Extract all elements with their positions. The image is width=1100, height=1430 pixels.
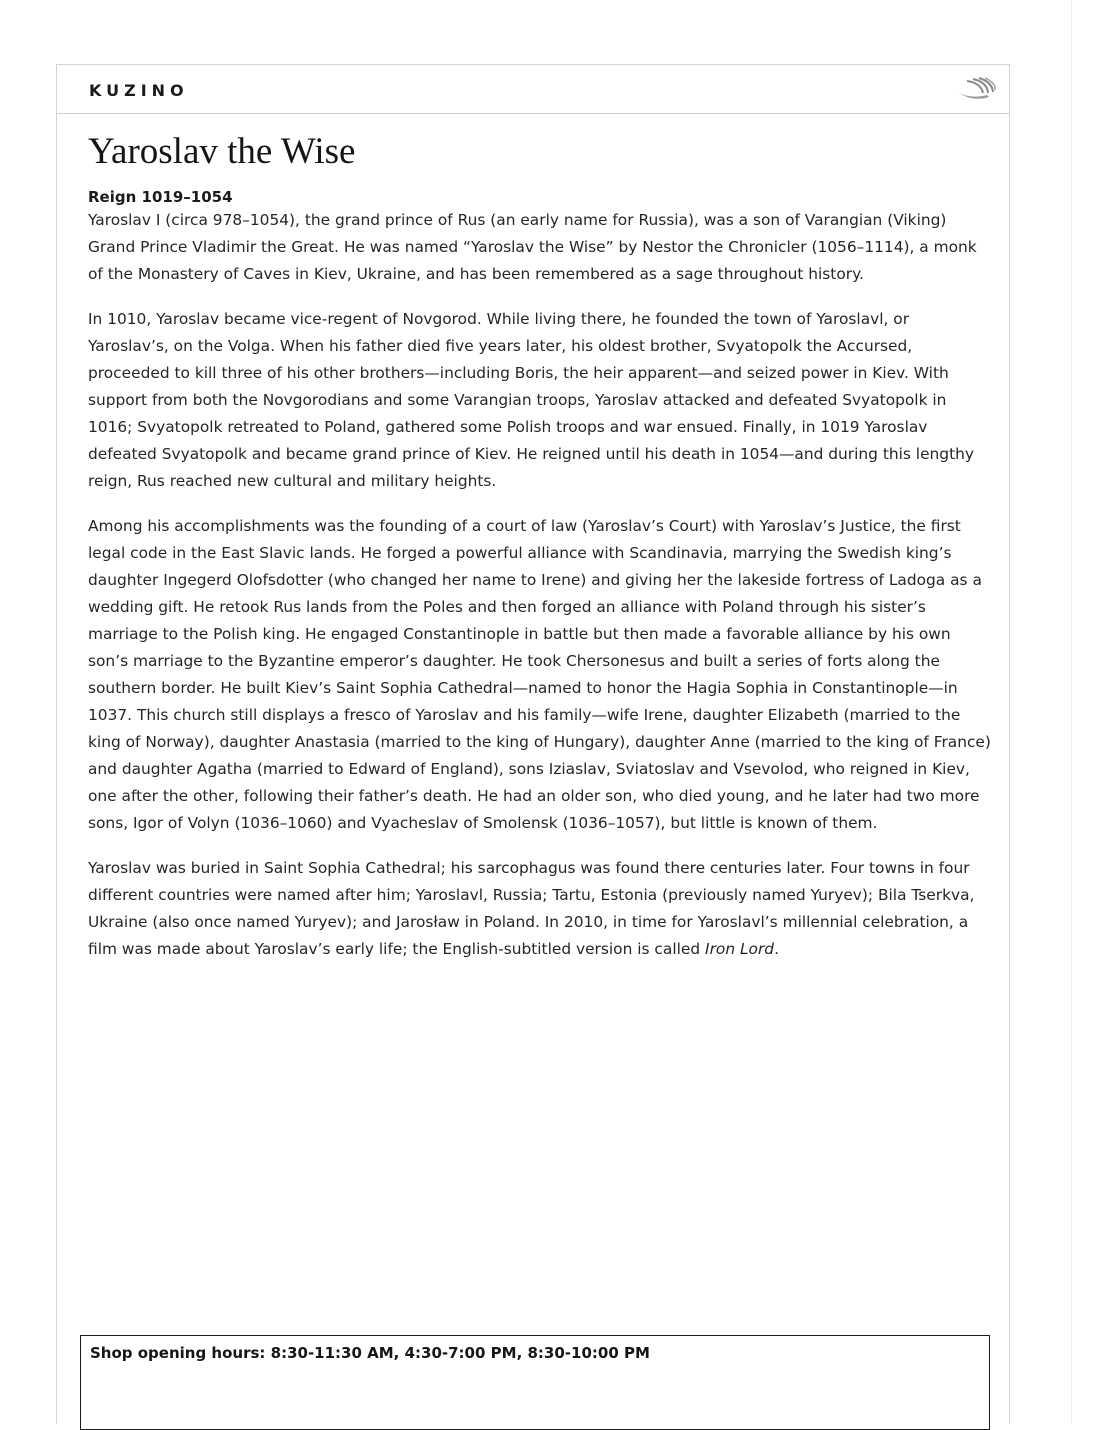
legacy-text: Yaroslav was buried in Saint Sophia Cathedral; his sarcophagus was found there centuries later. Four towns in four different countries were named after him; Yaroslavl, Russia; Tartu, Estonia (previously named Yuryev); Bila Tserkva, Ukraine (also once named Yuryev); and Jarosław in Poland. In 2010, in time for Yaroslavl’s millennial celebration, a film was made about Yaroslav’s early life; the English-subtitled version is called bbox=[88, 859, 975, 958]
paragraph-legacy bbox=[88, 855, 994, 963]
reign-subtitle: Reign 1019–1054 bbox=[88, 188, 233, 206]
shop-hours-text: Shop opening hours: 8:30-11:30 AM, 4:30-7:00 PM, 8:30-10:00 PM bbox=[90, 1344, 650, 1362]
shop-hours-box bbox=[80, 1335, 990, 1430]
article-title: Yaroslav the Wise bbox=[88, 131, 356, 172]
film-title: Iron Lord bbox=[705, 940, 775, 958]
legacy-end: . bbox=[774, 940, 779, 958]
header-bar bbox=[57, 65, 1009, 114]
scan-edge bbox=[1071, 0, 1072, 1424]
paragraph-intro: Yaroslav I (circa 978–1054), the grand prince of Rus (an early name for Russia), was a son of Varangian (Viking) Grand Prince Vladimir the Great. He was named “Yaroslav the Wise” by Nestor the Chronicler (1056–1114), a monk of the Monastery of Caves in Kiev, Ukraine, and has been remembered as a sage throughout history. bbox=[88, 211, 977, 283]
article-body bbox=[88, 207, 994, 981]
paragraph-rise-to-power: In 1010, Yaroslav became vice-regent of Novgorod. While living there, he founded the town of Yaroslavl, or Yaroslav’s, on the Volga. When his father died five years later, his oldest brother, Svyatopolk the Accursed, proceeded to kill three of his other brothers—including Boris, the heir apparent—and seized power in Kiev. With support from both the Novgorodians and some Varangian troops, Yaroslav attacked and defeated Svyatopolk in 1016; Svyatopolk retreated to Poland, gathered some Polish troops and war ensued. Finally, in 1019 Yaroslav defeated Svyatopolk and became grand prince of Kiev. He reigned until his death in 1054—and during this lengthy reign, Rus reached new cultural and military heights. bbox=[88, 310, 974, 490]
paragraph-accomplishments: Among his accomplishments was the founding of a court of law (Yaroslav’s Court) with Yaroslav’s Justice, the first legal code in the East Slavic lands. He forged a powerful alliance with Scandinavia, marrying the Swedish king’s daughter Ingegerd Olofsdotter (who changed her name to Irene) and giving her the lakeside fortress of Ladoga as a wedding gift. He retook Rus lands from the Poles and then forged an alliance with Poland through his sister’s marriage to the Polish king. He engaged Constantinople in battle but then made a favorable alliance by his own son’s marriage to the Byzantine emperor’s daughter. He took Chersonesus and built a series of forts along the southern border. He built Kiev’s Saint Sophia Cathedral—named to honor the Hagia Sophia in Constantinople—in 1037. This church still displays a fresco of Yaroslav and his family—wife Irene, daughter Elizabeth (married to the king of Norway), daughter Anastasia (married to the king of Hungary), daughter Anne (married to the king of France) and daughter Agatha (married to Edward of England), sons Iziaslav, Sviatoslav and Vsevolod, who reigned in Kiev, one after the other, following their father’s death. He had an older son, who died young, and he later had two more sons, Igor of Volyn (1036–1060) and Vyacheslav of Smolensk (1036–1057), but little is known of them. bbox=[88, 517, 991, 832]
brand-name: KUZINO bbox=[89, 81, 189, 100]
ship-wave-logo-icon bbox=[957, 75, 997, 101]
